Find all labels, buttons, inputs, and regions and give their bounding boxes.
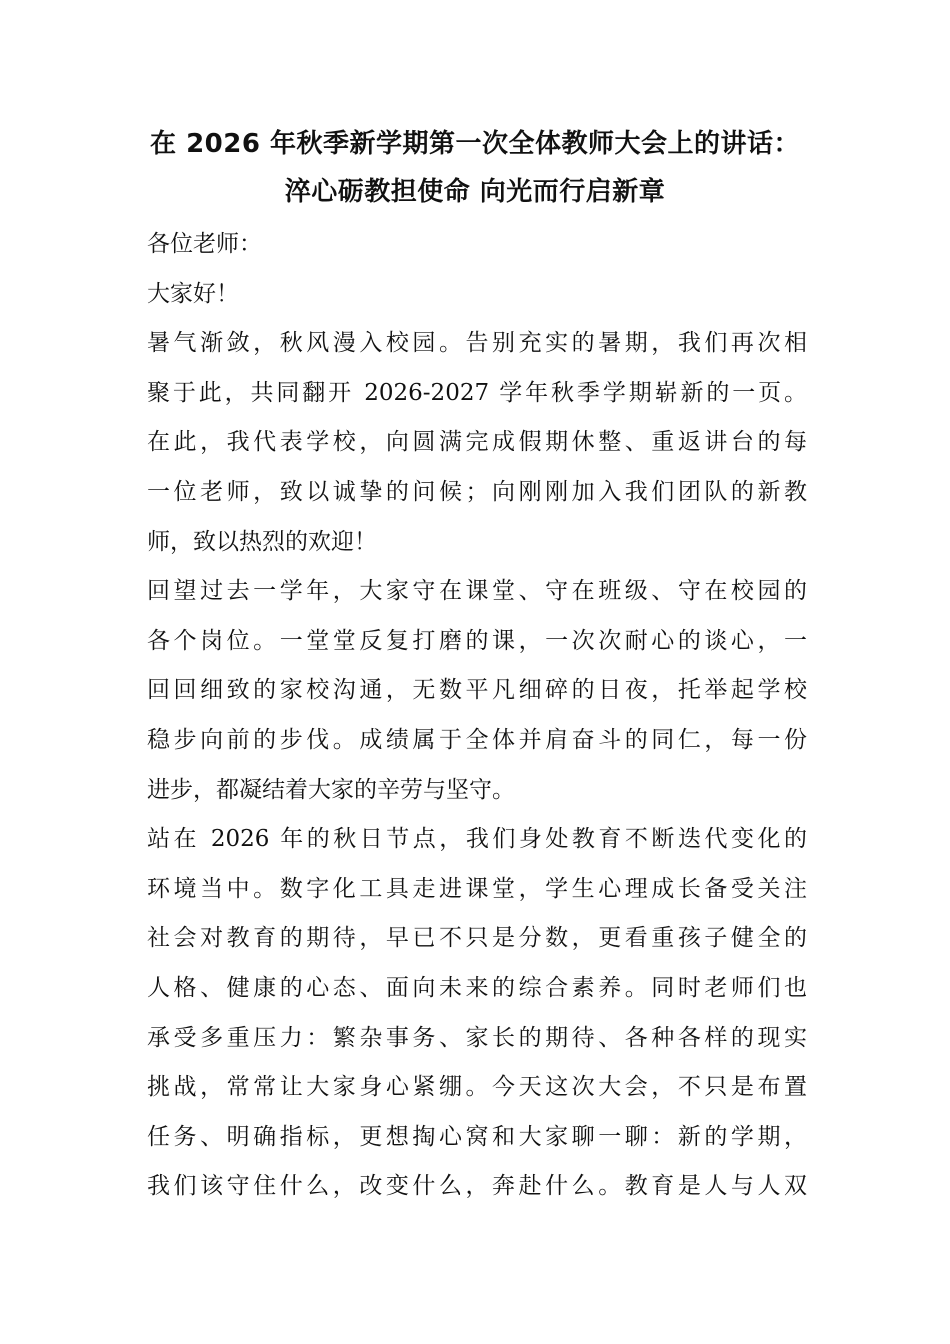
text-line: 环境当中。数字化工具走进课堂，学生心理成长备受关注 (147, 875, 807, 902)
text-line: 我们该守住什么，改变什么，奔赴什么。教育是人与人双 (147, 1173, 807, 1200)
text-line: 站在 2026 年的秋日节点，我们身处教育不断迭代变化的 (147, 826, 807, 853)
text-line: 承受多重压力：繁杂事务、家长的期待、各种各样的现实 (147, 1024, 807, 1051)
speech-title (100, 120, 850, 216)
speech-body (147, 220, 807, 1212)
text-line: 任务、明确指标，更想掏心窝和大家聊一聊：新的学期， (147, 1123, 807, 1150)
text-line: 一位老师，致以诚挚的问候；向刚刚加入我们团队的新教 (147, 478, 807, 505)
text-line: 人格、健康的心态、面向未来的综合素养。同时老师们也 (147, 974, 807, 1001)
text-line: 回回细致的家校沟通，无数平凡细碎的日夜，托举起学校 (147, 677, 807, 704)
salutation: 各位老师： (147, 231, 262, 257)
greeting: 大家好！ (147, 280, 239, 307)
text-line: 暑气渐敛，秋风漫入校园。告别充实的暑期，我们再次相 (147, 330, 807, 357)
text-line: 回望过去一学年，大家守在课堂、守在班级、守在校园的 (147, 578, 807, 605)
text-line: 聚于此，共同翻开 2026-2027 学年秋季学期崭新的一页。 (147, 379, 807, 406)
text-line: 进步，都凝结着大家的辛劳与坚守。 (147, 776, 515, 803)
text-line: 稳步向前的步伐。成绩属于全体并肩奋斗的同仁，每一份 (147, 726, 807, 753)
title-line-2: 淬心砺教担使命 向光而行启新章 (284, 177, 666, 207)
text-line: 在此，我代表学校，向圆满完成假期休整、重返讲台的每 (147, 429, 807, 456)
text-line: 挑战，常常让大家身心紧绷。今天这次大会，不只是布置 (147, 1074, 807, 1101)
text-line: 各个岗位。一堂堂反复打磨的课，一次次耐心的谈心，一 (147, 627, 807, 654)
text-line: 社会对教育的期待，早已不只是分数，更看重孩子健全的 (147, 925, 807, 952)
title-line-1: 在 2026 年秋季新学期第一次全体教师大会上的讲话： (150, 129, 800, 159)
text-line: 师，致以热烈的欢迎！ (147, 528, 377, 555)
